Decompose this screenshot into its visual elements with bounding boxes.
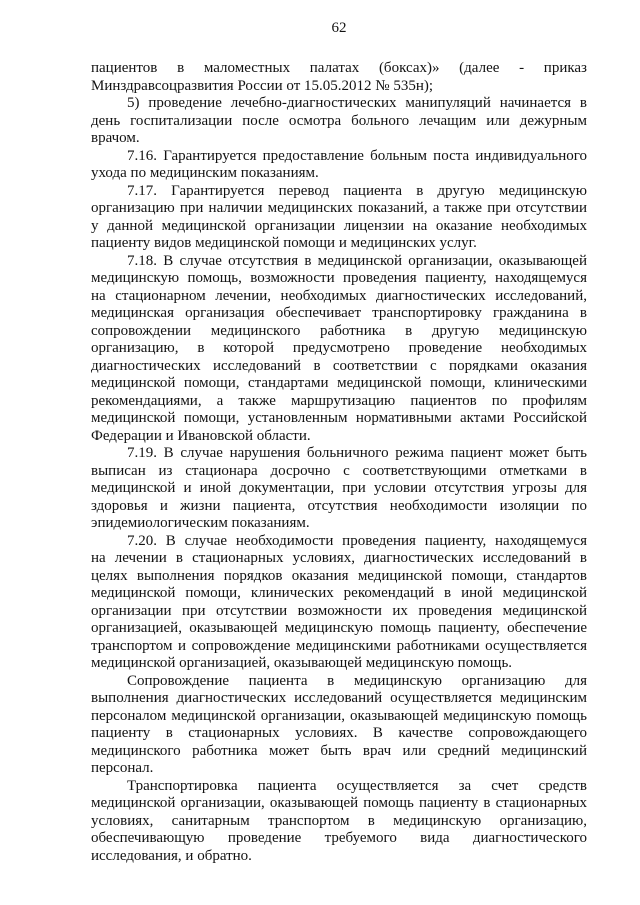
- paragraph-7-17: [91, 183, 587, 253]
- paragraph-7-19: [91, 445, 587, 533]
- paragraph-7-16: [91, 148, 587, 183]
- text-line: исследования, и обратно.: [91, 847, 252, 864]
- text-line: Сопровождение пациента в медицинскую организацию для: [127, 672, 587, 689]
- text-line: организацию при наличии медицинских показаний, а также при отсутствии: [91, 200, 587, 216]
- text-line: персоналом медицинской организации, оказывающей медицинскую помощь: [91, 707, 587, 724]
- text-line: организации при отсутствии возможности их проведения медицинской: [91, 602, 587, 619]
- text-line: эпидемиологическим показаниям.: [91, 515, 310, 531]
- text-line: у данной медицинской организации лицензии на оказание необходимых: [91, 217, 587, 234]
- text-line: медицинского работника может быть врач или средний медицинский: [91, 742, 587, 759]
- paragraph-order-reference-continuation: [91, 60, 587, 95]
- text-line: медицинской помощи, установленным нормативными актами Российской: [91, 410, 587, 426]
- page-number: 62: [331, 20, 347, 36]
- text-line: 7.18. В случае отсутствия в медицинской организации, оказывающей: [127, 252, 587, 269]
- text-line: ухода по медицинским показаниям.: [91, 165, 319, 181]
- text-line: обеспечивающую проведение требуемого вида диагностического: [91, 830, 587, 846]
- text-line: пациенту видов медицинской помощи и медицинских услуг.: [91, 235, 477, 251]
- text-line: медицинскую помощь, возможности проведения пациенту, находящемуся: [91, 270, 587, 286]
- text-line: организацией, оказывающей медицинскую помощь пациенту, обеспечение: [91, 620, 587, 636]
- text-line: медицинской помощи, стандартами медицинской помощи, клиническими: [91, 375, 587, 391]
- text-line: здоровья и жизни пациента, отсутствия необходимости изоляции по: [91, 497, 587, 514]
- text-line: Федерации и Ивановской области.: [91, 427, 311, 444]
- text-line: условиях, санитарным транспортом в медицинскую организацию,: [91, 812, 587, 829]
- text-line: 7.19. В случае нарушения больничного режима пациент может быть: [127, 445, 587, 461]
- text-line: медицинской организации, оказывающей помощь пациенту в стационарных: [91, 795, 587, 811]
- text-line: медицинской помощи, клинических рекомендаций в иной медицинской: [91, 585, 587, 601]
- text-line: рекомендациями, а также маршрутизацию пациентов по профилям: [91, 392, 587, 409]
- paragraph-transportation: [91, 778, 587, 866]
- text-line: медицинской организацией, оказывающей медицинскую помощь.: [91, 655, 513, 671]
- text-line: 7.17. Гарантируется перевод пациента в другую медицинскую: [127, 182, 587, 199]
- paragraph-item-5: [91, 95, 587, 148]
- paragraph-7-20: [91, 533, 587, 673]
- paragraph-7-18: [91, 253, 587, 446]
- text-line: пациентов в маломестных палатах (боксах)» (далее - приказ: [91, 60, 587, 76]
- text-line: Транспортировка пациента осуществляется за счет средств: [127, 777, 587, 794]
- text-line: 7.16. Гарантируется предоставление больным поста индивидуального: [127, 147, 587, 164]
- text-line: выполнения диагностических исследований осуществляется медицинским: [91, 690, 587, 706]
- text-line: диагностических исследований в соответствии с порядками оказания: [91, 357, 587, 374]
- text-line: медицинская организация обеспечивает транспортировку гражданина в: [91, 305, 587, 321]
- text-line: на стационарном лечении, необходимых диагностических исследований,: [91, 287, 587, 304]
- text-line: транспортом и сопровождение медицинскими работниками осуществляется: [91, 637, 587, 654]
- text-line: медицинской и иной документации, при условии отсутствия угрозы для: [91, 480, 587, 496]
- text-line: день госпитализации после осмотра больного лечащим или дежурным: [91, 112, 587, 129]
- text-line: пациенту в стационарных условиях. В качестве сопровождающего: [91, 725, 587, 741]
- paragraph-escort: [91, 673, 587, 778]
- text-line: целях выполнения порядков оказания медицинской помощи, стандартов: [91, 567, 587, 584]
- text-line: 7.20. В случае необходимости проведения пациенту, находящемуся: [127, 532, 587, 549]
- document-body: [91, 60, 587, 865]
- text-line: сопровождении медицинского работника в другую медицинскую: [91, 322, 587, 339]
- text-line: выписан из стационара досрочно с соответствующими отметками в: [91, 462, 587, 479]
- text-line: Минздравсоцразвития России от 15.05.2012 № 535н);: [91, 77, 434, 94]
- text-line: организацию, в которой предусмотрено проведение необходимых: [91, 340, 587, 356]
- text-line: 5) проведение лечебно-диагностических манипуляций начинается в: [127, 95, 587, 111]
- text-line: персонал.: [91, 760, 154, 776]
- text-line: на лечении в стационарных условиях, диагностических исследований в: [91, 550, 587, 566]
- text-line: врачом.: [91, 130, 140, 146]
